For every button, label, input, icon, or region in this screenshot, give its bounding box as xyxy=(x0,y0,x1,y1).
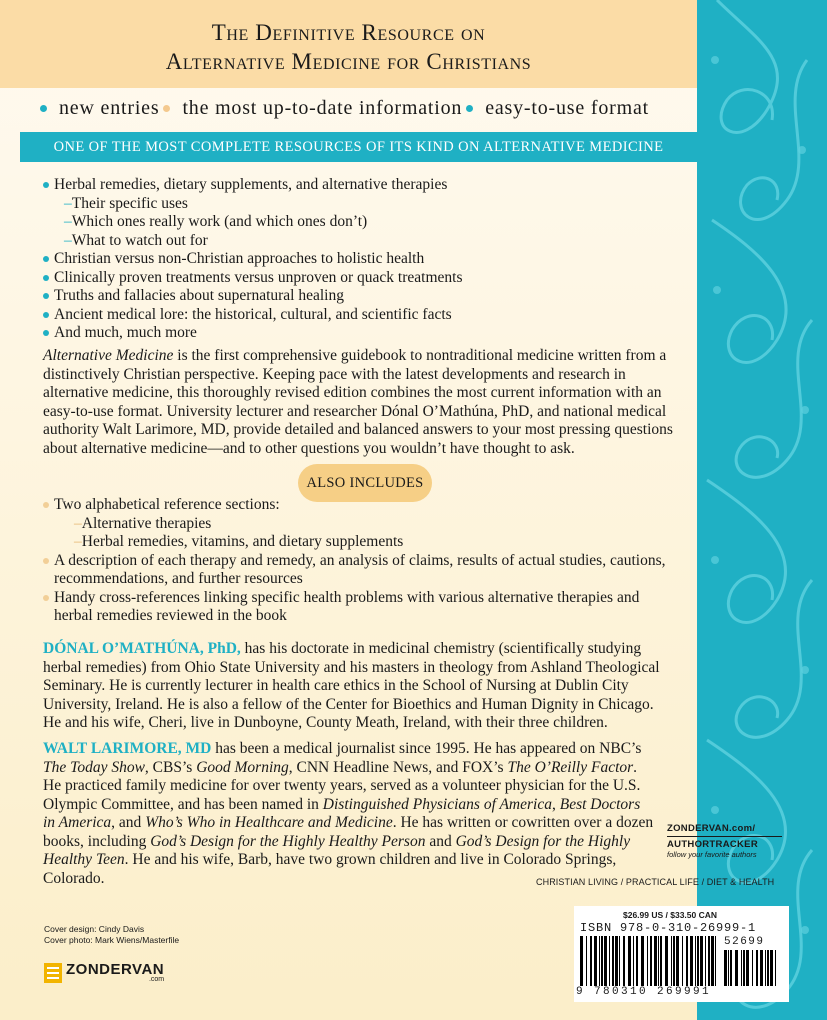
barcode-box xyxy=(574,906,789,1002)
bio-italic: God’s Design for the Highly Healthy Person xyxy=(150,832,426,850)
bullet-dot-icon xyxy=(40,105,47,112)
bullet-dot-icon xyxy=(163,105,170,112)
bio-italic: The O’Reilly Factor xyxy=(507,758,634,776)
barcode-icon xyxy=(580,936,720,986)
list-item: Christian versus non-Christian approaches to holistic health xyxy=(43,250,683,269)
dash-icon: – xyxy=(64,213,72,230)
sub-list-item xyxy=(74,515,675,534)
scroll-ornament-icon xyxy=(697,0,827,1020)
bio-text: , xyxy=(551,795,560,813)
tracker-tagline: follow your favorite authors xyxy=(667,850,757,859)
bio-italic: Best Doctors in America xyxy=(43,795,641,831)
also-includes-list-block xyxy=(43,496,675,626)
feature-strip xyxy=(0,88,697,128)
author-bio-omathuna xyxy=(43,640,675,733)
bullet-dot-icon xyxy=(466,105,473,112)
logo-suffix: .com xyxy=(148,976,165,983)
sub-list-item xyxy=(64,232,683,251)
isbn-label: ISBN 978-0-310-26999-1 xyxy=(580,921,757,935)
description-text: is the first comprehensive guidebook to nontraditional medicine written from a distinctively Christian perspective. Keeping pace with the latest developments and research in alternative medicine, this thoroughly revised edition combines the most current information with an easy-to-use format. University lecturer and researcher Dónal O’Mathúna, PhD, and national medical authority Walt Larimore, MD, provide detailed and balanced answers to your most pressing questions about alternative medicine—and to other questions you wouldn’t have thought to ask. xyxy=(43,347,673,457)
author-bio-text: has his doctorate in medicinal chemistry (scientifically studying herbal remedies) from Ohio State University and his masters in theology from Ashland Theological Seminary. He is currently lecturer in health care ethics in the School of Nursing at Dublin City University, Ireland. He is also a fellow of the Center for Bioethics and Human Dignity in Chicago. He and his wife, Cheri, live in Dunboyne, County Meath, Ireland, with their three children. xyxy=(43,640,660,731)
bio-text: and xyxy=(425,832,456,850)
bio-text: . He practiced family medicine for over twenty years, served as a volunteer physician for the U.S. Olympic Committee, and has been named in xyxy=(43,758,641,813)
bio-italic: The Today Show xyxy=(43,758,145,776)
bio-text: has been a medical journalist since 1995. He has appeared on NBC’s xyxy=(211,740,642,757)
bio-italic: Who’s Who in Healthcare and Medicine xyxy=(145,814,393,831)
also-includes-list xyxy=(43,496,675,626)
author-tracker-block xyxy=(667,823,782,859)
header-line-2: Alternative Medicine for Christians xyxy=(165,49,532,74)
header-line-1: The Definitive Resource on xyxy=(211,20,486,45)
sub-list xyxy=(54,195,683,251)
list-item: Truths and fallacies about supernatural healing xyxy=(43,287,683,306)
list-item-text: Herbal remedies, dietary supplements, and alternative therapies xyxy=(54,176,448,193)
cover-design-credit: Cover design: Cindy Davis xyxy=(44,924,145,934)
dash-icon: – xyxy=(64,194,72,212)
logo-word: ZONDERVAN xyxy=(66,961,165,978)
bio-text: , and xyxy=(111,814,146,831)
bio-text: . He has written or cowritten over a dozen books, including xyxy=(43,814,654,850)
author-name: WALT LARIMORE, MD xyxy=(43,740,212,757)
sub-item-text: Which ones really work (and which ones don’t) xyxy=(71,213,368,230)
zondervan-flame-icon xyxy=(44,963,62,983)
feature-item xyxy=(466,97,649,120)
list-item: And much, much more xyxy=(43,324,683,343)
publisher-logo xyxy=(44,962,164,983)
feature-item xyxy=(40,97,159,120)
price-label: $26.99 US / $33.50 CAN xyxy=(623,910,718,920)
list-item: Ancient medical lore: the historical, cultural, and scientific facts xyxy=(43,306,683,325)
list-item xyxy=(43,496,675,552)
sub-list-item xyxy=(74,533,675,552)
barcode-number: 9 780310 269991 xyxy=(576,986,712,998)
bio-text: , CBS’s xyxy=(144,758,197,776)
list-item-text: Two alphabetical reference sections: xyxy=(54,496,280,513)
list-item: Clinically proven treatments versus unproven or quack treatments xyxy=(43,269,683,288)
bio-text: , CNN Headline News, and FOX’s xyxy=(288,758,508,776)
bio-italic: Distinguished Physicians of America xyxy=(322,795,552,813)
tracker-url: ZONDERVAN.com/ xyxy=(667,823,782,837)
barcode-addon-icon xyxy=(724,950,779,986)
bio-text: . He and his wife, Barb, have two grown children and live in Colorado Springs, Colorado. xyxy=(43,851,617,887)
list-item xyxy=(43,176,683,250)
sub-list-item xyxy=(64,195,683,214)
author-name: DÓNAL O’MATHÚNA, PhD, xyxy=(43,640,241,657)
tracker-brand: AUTHORTRACKER xyxy=(667,839,758,850)
feature-label: easy-to-use format xyxy=(485,96,649,119)
dash-icon: – xyxy=(64,231,72,249)
topics-list xyxy=(43,176,683,343)
list-item: Handy cross-references linking specific health problems with various alternative therapies and herbal remedies reviewed in the book xyxy=(43,589,675,626)
sub-list xyxy=(54,515,675,552)
logo-wordmark xyxy=(66,962,164,983)
description-paragraph xyxy=(43,347,675,458)
decorative-side-band xyxy=(697,0,827,1020)
book-title: Alternative Medicine xyxy=(43,347,174,364)
author-bio-larimore xyxy=(43,740,655,888)
list-item: A description of each therapy and remedy, an analysis of claims, results of actual studies, cautions, recommendations, and further resources xyxy=(43,552,675,589)
topics-list-block xyxy=(43,176,683,343)
sub-item-text: Alternative therapies xyxy=(81,514,212,532)
cover-credits xyxy=(44,924,179,946)
dash-icon: – xyxy=(74,514,82,532)
header-title-block xyxy=(0,0,697,88)
feature-label: the most up-to-date information xyxy=(182,96,463,119)
sub-item-text: What to watch out for xyxy=(71,231,208,249)
sub-list-item xyxy=(64,213,683,232)
barcode-addon-number: 52699 xyxy=(724,936,765,948)
feature-label: new entries xyxy=(59,96,160,119)
cover-photo-credit: Cover photo: Mark Wiens/Masterfile xyxy=(44,935,180,945)
category-label: CHRISTIAN LIVING / PRACTICAL LIFE / DIET & HEALTH xyxy=(536,877,775,887)
also-includes-badge: ALSO INCLUDES xyxy=(298,464,432,502)
bio-italic: Good Morning xyxy=(196,758,289,776)
sub-item-text: Herbal remedies, vitamins, and dietary supplements xyxy=(81,533,404,550)
dash-icon: – xyxy=(74,533,82,550)
bio-italic: God’s Design for the Highly Healthy Teen xyxy=(43,832,631,868)
resource-banner: ONE OF THE MOST COMPLETE RESOURCES OF ITS KIND ON ALTERNATIVE MEDICINE xyxy=(20,132,697,162)
sub-item-text: Their specific uses xyxy=(71,194,188,212)
feature-item xyxy=(163,97,462,120)
